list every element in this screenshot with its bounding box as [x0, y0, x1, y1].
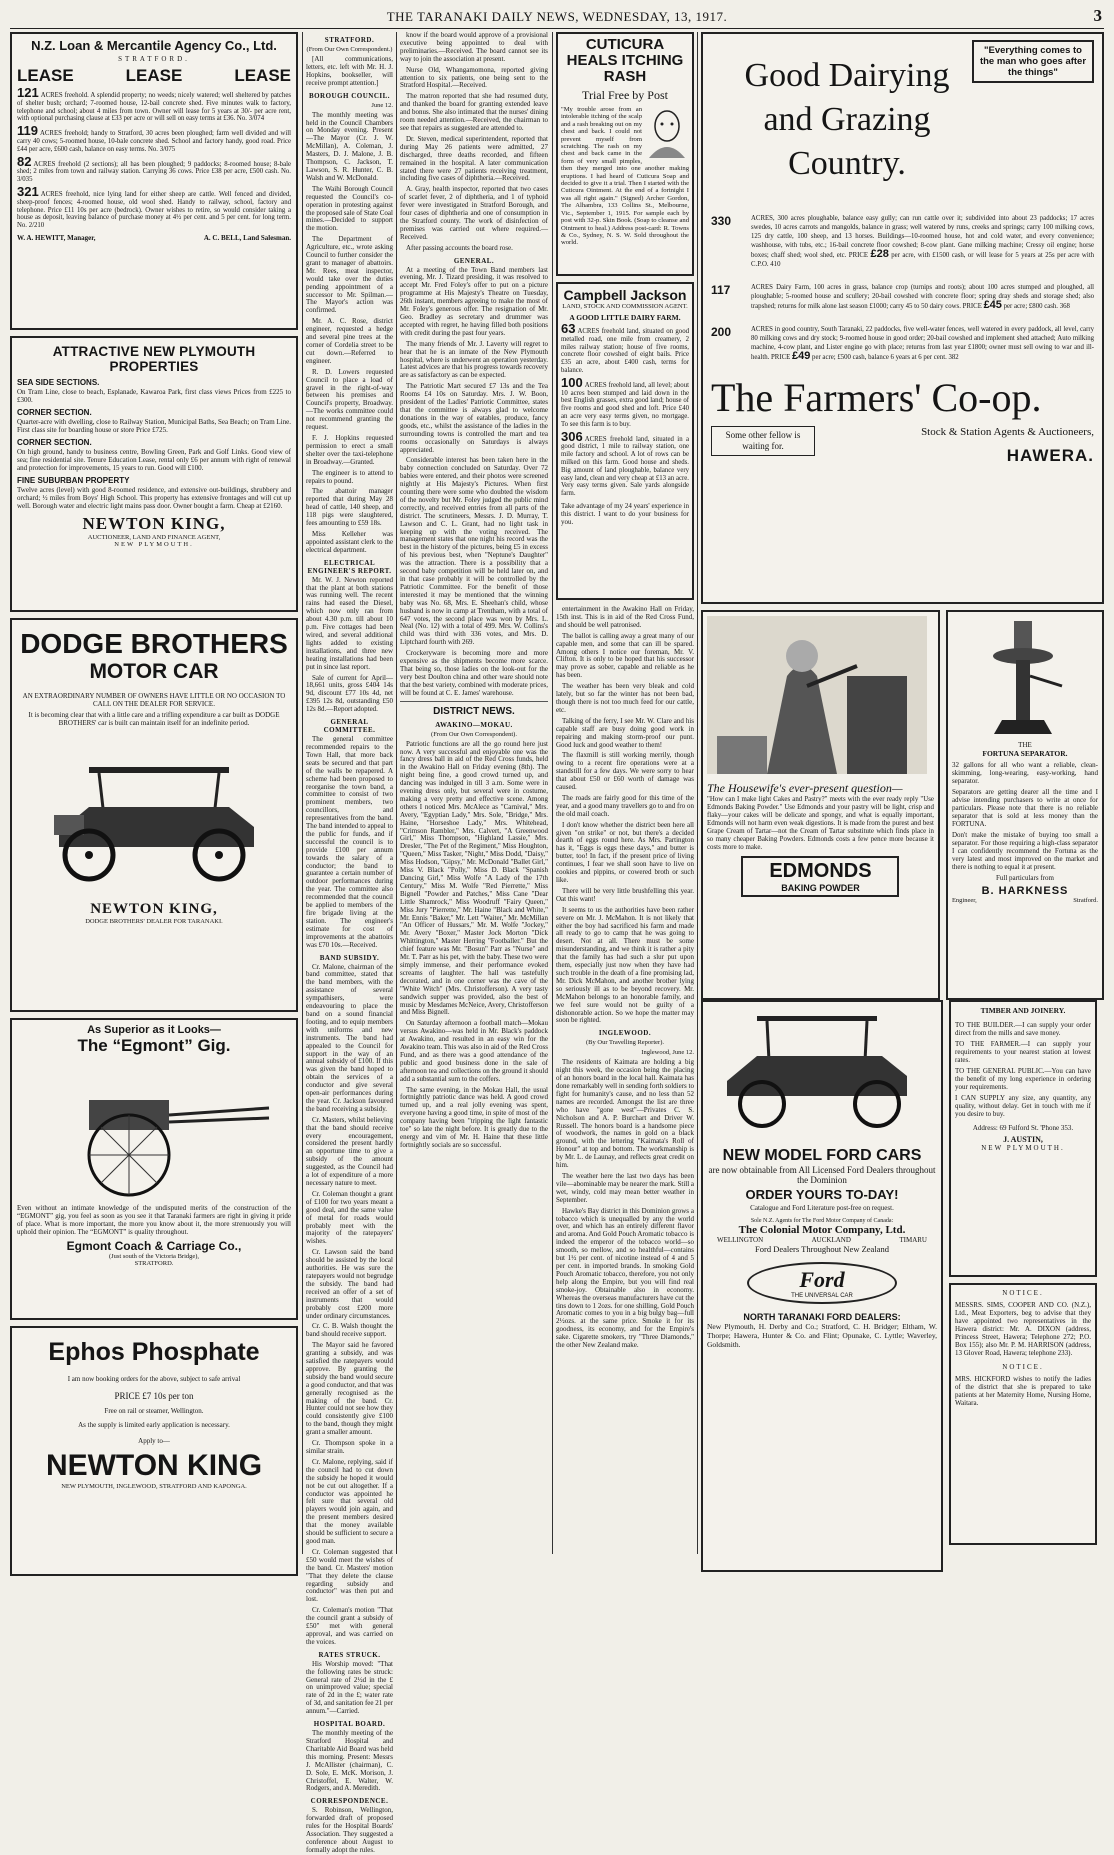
ford-north-heading: NORTH TARANAKI FORD DEALERS: [743, 1312, 901, 1322]
article-paragraph: Crockeryware is becoming more and more expensive as the shipments become more scarce. That being so, those ladies on the look-out for the very best Doulton china and other ware should note that the best variety, combined with moderate prices, will be found at C. E. James' warehouse. [400, 649, 548, 697]
ephos-title: Ephos Phosphate [48, 1338, 260, 1366]
column-4 [556, 32, 694, 1554]
listing: 321 ACRES freehold, nice lying land for either sheep are cattle. Well fenced and divided, sheep-proof fences; 4-roomed house, old wool shed. Handy to railway, school, factory and telephone. Price £11 10s per acre (bedrock). Owner wishes to retire, so would consider taking a house as deposit, leaving balance of purchase money at 4½ per cent. and 5 per cent. for long term. No. 2/210 [17, 183, 291, 230]
correspondence-heading: CORRESPONDENCE. [310, 1797, 389, 1806]
ephos-line1: I am now booking orders for the above, subject to safe arrival [67, 1375, 241, 1383]
masthead [10, 6, 1104, 29]
dairying-quote: "Everything comes to the man who goes after the things" [972, 40, 1094, 83]
listing: 119 ACRES freehold; handy to Stratford, 30 acres been ploughed; farm well divided and will carry 40 cows; 5-roomed house, 10-bale concrete shed. School and factory handy, good road. Price £44 per acre, £600 cash, balance on easy terms. No. 3/075 [17, 123, 291, 153]
divider [400, 701, 548, 702]
dairying-advert [701, 32, 1104, 604]
article-paragraph: Mr. W. J. Newton reported that the plant at both stations was running well. The recent rains had eased the Diesel, which now only ran from about 4.30 p.m. till about 10 p.m. Five cottages had been wired, and several additional lights added to existing installations, and three new heating installations had been put in since last report. [306, 575, 393, 671]
inglewood-date: Inglewood, June 12. [641, 1049, 694, 1057]
article-paragraph: The Waihi Borough Council requested the Council's co-operation in protesting against the proposed sale of State Coal mines.—Decided to support the motion. [306, 184, 393, 233]
article-paragraph: I don't know whether the district been here all given "on strike" or not, but there's a decided dearth of eggs round here. As Mrs. Partington has it, "Eggs is eggs these days," and butter is butter, too! In fact, if the present price of living continues, I fear we shall soon have to live on cookies and pippins, or cowered broth or such like. [556, 820, 694, 884]
article-paragraph: Considerable interest has been taken here in the baby connection concluded on Saturday. Over 72 babies were entered, and their photos were screened nightly at His Majesty's Pictures. When first counting there were some who doubted the wisdom of the novelty but Mr. Foley judged the public mind correctly, and received entries from all parts of the district. The scrutineers, Messrs. J. D. Murray, T. Lawson and C. L. Grant, had no light task in keeping up with the voting received. The management states that one night his record was the best in the history of the pictures, being £5 in excess of his previous best, when "Neptune's Daughter" was the attraction. There is a possibility that a second baby competition will be held later on, and in that case probably it will be controlled by the Patriotic Committee. For the benefit of those interested it may be mentioned that the winning baby was No. 68, Mrs. E. Sheehan's child, whose husband is now in camp at Trentham, with a total of 647 votes, the second place was won by Mrs. L. Neal (No. 12) with a total of 499. Mrs. W. Collins's child was third with 336 votes, and Mrs. D. Liptchard fourth with 269. [400, 456, 548, 647]
article-paragraph: The general committee recommended repairs to the Town Hall, that more back seats be secured and that part of the walls be repapered. A scheme had been proposed to reorganise the town band, a committee to consist of two prominent members, two councillors, and representatives from the band. The band intended to appeal to the public for funds, and if successful the council is to provide £100 per annum towards the salary of a conductor; the band to guarantee a certain number of outdoor performances during the year. The committee also recommended that the council be applied to members of the fire brigade living at the station. The engineer's estimate for cost of improvements at the abattoirs was £70 10s.—Received. [306, 735, 393, 949]
campbell-footer: Take advantage of my 24 years' experience in this district. I want to do your business for you. [561, 501, 689, 526]
mid-adverts [701, 610, 1104, 1000]
article-paragraph: entertainment in the Awakino Hall on Friday, 15th inst. This is in aid of the Red Cross Fund, and should be well patronised. [556, 605, 694, 629]
lease-word: LEASE [125, 66, 183, 85]
article-paragraph: The roads are fairly good for this time of the year, and a good many travellers go to and fro on the old mail coach. [556, 793, 694, 818]
ford-car-illustration [707, 1006, 927, 1136]
timber-item: TO THE GENERAL PUBLIC.—You can have the benefit of my long experience in ordering your requirements. [955, 1067, 1091, 1091]
ephos-note: As the supply is limited early application is necessary. [78, 1421, 230, 1429]
new-plymouth-advert [10, 336, 298, 612]
dodge-title: DODGE BROTHERS [20, 628, 288, 659]
inglewood-from: (By Our Travelling Reporter). [586, 1039, 664, 1047]
ford-north-list: New Plymouth, H. Derby and Co.; Stratford, C. H. Bridger; Eltham, W. Thorpe; Hawera, Hunter & Co. and Flint; Opunake, C. Lyttle; Waverley, Goldsmith. [707, 1322, 937, 1349]
listing: 121 ACRES freehold. A splendid property; no weeds; nicely watered; well sheltered by patches of shelter bush; orchard; 7-roomed house, 12-bail concrete shed. Five minutes walk to factory, telephone and school; about 4 miles from town. Owner will lease for 5 years at 30/- per acre rent, with optional purchasing clause at £33 per acre or will sell on easy terms at £36. No. 3/074 [17, 85, 291, 123]
article-paragraph: The weather here the last two days has been vile—abominable may be nearer the mark. Still a wet, windy, cold may mean better weather in September. [556, 1172, 695, 1204]
article-paragraph: At a meeting of the Town Band members last evening, Mr. J. Tizard presiding, it was resolved to accept Mr. Fred Foley's offer to put on a picture programme at His Majesty's Theatre on Tuesday, 26th instant, members agreeing to make the most of Mr. Foley's generous offer. The resignation of Mr. Geo. Bradley as secretary and drummer was accepted with regret, he having filled both positions with credit during the past four years. [400, 265, 548, 337]
column-right [701, 32, 1104, 1554]
ford-company: The Colonial Motor Company, Ltd. [738, 1224, 906, 1236]
np-agent: NEWTON KING, [82, 514, 226, 533]
fortuna-town: Stratford. [1073, 897, 1098, 904]
notice-body2: MRS. HICKFORD wishes to notify the ladies of the district that she is prepared to take patients at her Maternity Home, Nursing Home, Waitara. [955, 1375, 1091, 1407]
awakino-from: (From Our Own Correspondent). [431, 730, 517, 738]
fortuna-full: Full particulars from [996, 874, 1054, 882]
article-paragraph: Cr. Coleman's motion "That the council grant a subsidy of £50" met with general approval, and was carried on the voices. [306, 1606, 393, 1646]
nzloan-advert [10, 32, 298, 330]
article-paragraph: The ballot is calling away a great many of our capable men, and some that can ill be spared. Among others I notice our foreman, Mr. V. Clifton. It is only to be hoped that his successor may prove as sober, capable and reliable as he has been. [556, 631, 694, 680]
campbell-subtitle: LAND, STOCK AND COMMISSION AGENT. [562, 303, 688, 310]
article-paragraph: Talking of the ferry, I see Mr. W. Clare and his capable staff are busy doing good work in repairing and making storm-proof our punt. Good luck and good weather to them! [556, 716, 694, 749]
ephos-apply: Apply to— [138, 1437, 170, 1445]
article-paragraph: F. J. Hopkins requested permission to erect a small shelter over the taxi-telephone in Broadway.—Granted. [306, 433, 393, 466]
ford-city: WELLINGTON [717, 1236, 764, 1244]
fortuna-advert [946, 610, 1104, 1000]
borough-heading: BOROUGH COUNCIL. [308, 91, 391, 100]
np-section-text: On high ground, handy to business centre, Bowling Green, Park and Golf Links. Good view of sea; fine residential site. Tenure Education Lease, rental only £6 per annum with right of renewal and protection for improvements, 15 years to run. Good will £100. [17, 448, 291, 472]
farmers-town: HAWERA. [1006, 446, 1094, 465]
np-section-heading: CORNER SECTION. [17, 408, 92, 417]
cuticura-title: CUTICURA HEALS ITCHING RASH [566, 36, 684, 85]
ephos-towns: NEW PLYMOUTH, INGLEWOOD, STRATFORD AND KAPONGA. [61, 1483, 247, 1490]
article-paragraph: Cr. Masters, whilst believing that the band should receive every encouragement, considered the present hardly an opportune time to give a subsidy of the amount suggested, as the Council had a lot of expenditure of a more necessary nature to meet. [306, 1115, 393, 1187]
article-paragraph: The same evening, in the Mokau Hall, the usual fortnightly patriotic dance was held. A good crowd turned up, and a real jolly evening was spent, everyone having a good time, in spite of most of the company having been "tripping the light fantastic toe" so late the night before. It is greatly due to the energy and vim of Mr. H. Haine that these little fortnightly socials are so successful. [400, 1085, 548, 1149]
dodge-dealer: NEWTON KING, [90, 901, 218, 917]
article-paragraph: Cr. C. B. Walsh thought the band should receive support. [306, 1322, 393, 1339]
housewife-illustration [707, 616, 927, 774]
campbell-advert [556, 282, 694, 600]
article-paragraph: There will be very little brushfelling this year. Oat this want! [556, 886, 694, 903]
np-agent-town: NEW PLYMOUTH. [114, 541, 194, 548]
dodge-advert [10, 618, 298, 1012]
general-heading: GENERAL. [453, 256, 495, 265]
ephos-free: Free on rail or steamer, Wellington. [104, 1407, 204, 1415]
article-paragraph: It seems to us the authorities have been rather severe on Mr. J. McMahon. It is not likely that either the boy had sacrificed his farm and made all ready to go to camp that he was going to desert. Not at all. There must be some misunderstanding, and we think it is rather a pity that the family has had such a slur put upon them, especially just now when they have had such trouble in the death of a fine promising lad, Mr. Dick McMahon, and another brother lying so seriously ill as to be beyond recovery. Mr. McMahon belongs to an honorable family, and we feel sure would not be guilty of a dishonorable action. So we hope the matter may soon be righted. [556, 905, 694, 1025]
egmont-address: (Just south of the Victoria Bridge), [108, 1253, 200, 1260]
fortuna-body1: 32 gallons for all who want a reliable, clean-skimming, long-wearing, easy-working, hand separator. [951, 761, 1098, 785]
fortuna-title: FORTUNA SEPARATOR. [982, 749, 1068, 758]
general-committee-heading: GENERAL COMMITTEE. [323, 718, 376, 735]
ford-dealers: Ford Dealers Throughout New Zealand [755, 1244, 889, 1254]
page-number: 3 [1093, 6, 1102, 25]
farmers-title: The Farmers' Co-op. [711, 375, 1042, 420]
cuticura-advert [556, 32, 694, 276]
listing: 82 ACRES freehold (2 sections); all has been ploughed; 9 paddocks; 8-roomed house; 8-bale shed; 2 miles from town and railway station. Carrying 36 cows. Price £38 per acre, £500 cash. No. 3/035 [17, 153, 291, 184]
egmont-tagline: As Superior as it Looks— [87, 1024, 221, 1036]
hospital-heading: HOSPITAL BOARD. [313, 1720, 386, 1729]
edmonds-headline: The Housewife's ever-present question— [707, 781, 903, 795]
article-paragraph: The Department of Agriculture, etc., wrote asking Council to further consider the grant to manager of abattoirs. Mr. Rees, meat inspector, would take over the duties pending appointment of a successor to Mr. Spilman.—The Mayor's action was confirmed. [306, 235, 393, 315]
stratford-intro: [All communications, letters, etc. left with Mr. H. J. Hopkins, bookseller, will receive prompt attention.] [306, 55, 393, 87]
egmont-body: Even without an intimate knowledge of the undisputed merits of the construction of the “EGMONT” gig, you feel as soon as you see it that Taranaki farmers are right in giving it pride of place. What is more important, the more you know about it, the more strenuously you will uphold their opinion. The “EGMONT” is quality throughout. [17, 1204, 291, 1236]
article-paragraph: Miss Kelleher was appointed assistant clerk to the electrical department. [306, 529, 393, 554]
np-title: ATTRACTIVE NEW PLYMOUTH PROPERTIES [52, 344, 256, 374]
dodge-line1: AN EXTRAORDINARY NUMBER OF OWNERS HAVE LITTLE OR NO OCCASION TO CALL ON THE DEALER FOR SERVICE. [22, 692, 286, 708]
fortuna-body3: Don't make the mistake of buying too small a separator. For those requiring a high-class separator I can confidently recommend the Fortuna as the very latest and most improved on the market and there is nothing to equal it at present. [951, 831, 1098, 871]
nzloan-town: STRATFORD. [118, 55, 190, 63]
ford-logo: Ford [799, 1267, 845, 1292]
notice-title: NOTICE. [1002, 1289, 1044, 1297]
np-agent-desc: AUCTIONEER, LAND AND FINANCE AGENT, [87, 534, 221, 541]
ford-catalogue: Catalogue and Ford Literature post-free on request. [750, 1204, 894, 1212]
nzloan-signatures: W. A. HEWITT, Manager, A. C. BELL, Land Salesman. [17, 233, 291, 242]
campbell-heading: A GOOD LITTLE DAIRY FARM. [569, 313, 681, 322]
article-paragraph: The flaxmill is still working merrily, though owing to a recent fire operations were at a standstill for a few days. We were sorry to hear that about £50 or £60 worth of damage was caused. [556, 751, 694, 792]
article-paragraph: The residents of Kaimata are holding a big night this week, the occasion being the placing of an honors board in the local hall. Kaimata has done remarkably well in sending forth soldiers to fight for humanity's cause, and no less than 52 names are recorded. Amongst the list are three who have "gone west"—Privates C. S. Nicholson and A. P. Burchart and Driver W. Russell. The honors board is a handsome piece of woodwork, the names in gold on a black ground, with the lettering "Kaimata's Roll of Honour" at top and bottom. The workmanship is by Mr. L. de Launay, and reflects great credit on him. [556, 1058, 694, 1170]
article-paragraph: A. Gray, health inspector, reported that two cases of scarlet fever, 2 of diphtheria, and 1 of typhoid fever were investigated in Stratford Borough, and four cases of diphtheria and one of consumption in the Stratford county. The work of disinfection of premises was carried out where required.—Received. [400, 185, 548, 241]
egmont-advert [10, 1018, 298, 1320]
article-paragraph: Sale of current for April—18,661 units, gross £404 14s 9d, discount £77 10s 4d, net £395 12s 8d, outstanding £50 12s 8d.—Report adopted. [306, 673, 393, 714]
np-section-heading: CORNER SECTION. [17, 438, 92, 447]
article-paragraph: Cr. Coleman thought a grant of £100 for two years meant a good deal, and the same value of metal for roads would probably meet with the majority of the ratepayers' wishes. [306, 1189, 393, 1246]
article-paragraph: On Saturday afternoon a football match—Mokau versus Awakino—was held in Mr. Black's paddock at Awakino, and resulted in an easy win for the Awakino team. This was also in aid of the Red Cross Fund, and as there was a good attendance of the public and good business done in the sale of afternoon tea and collections on the ground it should add a substantial sum to the coffers. [400, 1019, 548, 1083]
article-paragraph: Patriotic functions are all the go round here just now. A very successful and enjoyable one was the fancy dress ball in aid of the Red Cross funds, held in the Awakino Hall on Friday evening (8th). The night being fine, a good crowd turned up, and dancing was indulged in till 3 a.m. Some were in evening dress only, but several were in costume, making a very pretty and effective scene. Among others I noticed Mrs. McAlece as "Carnival," Mrs. Avery, "Egyptian Lady," Mrs. Sole, "Bridge," Mrs. Haine, "Horseshoe Lady," Mrs. Whitehead, "Crimson Rambler," Mrs. Calvert, "A Greenwood Girl," Miss Thompson, "Highland Lassie," Mrs. Dresler, "The Pet of the Regiment," Miss Houghton, "Queen," Miss Tasker, "Night," Miss Dodd, "Daisy," Miss Hodson, "Gipsy," Mr. McDonald "Ballet Girl," Miss V. Black "Polly," Miss D. Black "Spanish Dancing Girl," Miss Wolfe "A Lady of the 17th Century," Miss M. Wolfe "Red Pierrette," Miss Bignell "Powder and Patches," Miss Cane "Dear Little Shamrock," Miss Woodruff "Fairy Queen," Miss Jury "Pierrette," Mr. Haine "Black and White," Mr. Ennis "Baker," Mr. Lett "Waiter," Mr. McMillan "An Officer of Hussars," Mr. M. Wolfe "Jockey," Mr. Avery "Boxer," Master Jock Morton "Dick Whittington," Master Herring "Footballer." But the chief feature was Mr. "Bosun" Parr as "Nurse" and Mr. T. Parr as his pet, with the baby. These two were simply immense, and their performance evoked screams of laughter. The hall was tastefully decorated, and in one corner was the cave of the "White Witch" (Mrs. Christofferson). A very tasty sandwich supper was provided, also the best of music by Mesdames McNeice, Avery, Christofferson and Miss Bignell. [400, 739, 549, 1017]
ford-agents: Sole N.Z. Agents for The Ford Motor Company of Canada: [750, 1218, 894, 1224]
timber-title: TIMBER AND JOINERY. [980, 1006, 1066, 1015]
article-paragraph: Cr. Malone, chairman of the band committee, stated that the band members, with the assistance of several sympathisers, were endeavouring to place the band on a sound financial footing, and to equip members with uniforms and new instruments. The band had appealed to the Council for support in the way of an annual subsidy of £100. If this was given the band hoped to obtain the services of a conductor and give several open-air performances during the year. Cr. Jackson favoured the band receiving a subsidy. [306, 962, 393, 1113]
fortuna-body2: Separators are getting dearer all the time and I advise intending purchasers to write at once for particulars. Please note that there is no reliable separator that is sold at less money than the FORTUNA. [951, 788, 1098, 828]
column-rule [552, 32, 553, 1554]
lease-row [17, 66, 291, 86]
article-paragraph: The engineer is to attend to repairs to pound. [306, 468, 393, 485]
article-paragraph: Cr. Thompson spoke in a similar strain. [306, 1439, 393, 1455]
timber-advert [949, 1000, 1097, 1277]
article-paragraph: The matron reported that she had resumed duty, and thanked the board for granting extended leave and bonus. She also intimated that the nurses' dining room needed attention.—Received, the chairman to see that repairs as suggested are attended to. [400, 92, 548, 132]
nzloan-title: N.Z. Loan & Mercantile Agency Co., Ltd. [31, 38, 277, 53]
article-paragraph: R. D. Lowers requested Council to place a load of gravel in the right-of-way between his premises and Council's property, Broadway.—The works committee could not recommend granting the request. [306, 367, 393, 432]
ford-logo-sub: THE UNIVERSAL CAR [791, 1293, 853, 1299]
edmonds-body: "How can I make light Cakes and Pastry?" meets with the ever ready reply "Use Edmonds Baking Powder." Use Edmonds and your pastry will be light, crisp and flaky—your cakes will be delicate and spongy, and what is equally important, Edmonds will not harm even weak digestions. It is made from the purest and best Grape Cream of Tartar—not the Cream of Tartar substitute which finds place in so many cheaper Baking Powders. Edmonds costs a few pence more because it costs more to make. [707, 796, 934, 851]
campbell-title: Campbell Jackson [563, 287, 687, 303]
edmonds-brand2: BAKING POWDER [781, 883, 860, 893]
article-paragraph: know if the board would approve of a provisional executive being appointed to deal with preliminaries.—Received. The board cannot see its way to join the association at present. [400, 31, 548, 63]
ephos-price: PRICE £7 10s per ton [114, 1391, 194, 1401]
awakino-heading: AWAKINO—MOKAU. [435, 720, 513, 729]
stratford-from: (From Our Own Correspondent.) [306, 46, 393, 53]
article-paragraph: Cr. Malone, replying, said if the council had to cut down the subsidy he hoped it would not be cut out altogether. If a conductor was appointed he felt sure that several old players would join again, and the present members desired that the money available should be sufficient to secure a good man. [306, 1457, 393, 1545]
fortuna-the: THE [1018, 741, 1032, 749]
article-paragraph: The weather has been very bleak and cold lately, but so far the winter has not been bad, though there is not too much feed for our cattle, etc. [556, 682, 694, 714]
column-rule [697, 32, 698, 1554]
egmont-company: Egmont Coach & Carriage Co., [66, 1239, 242, 1253]
inglewood-heading: INGLEWOOD. [598, 1029, 652, 1038]
gig-illustration [29, 1060, 279, 1200]
ford-city: AUCKLAND [811, 1236, 851, 1244]
dodge-car-illustration [29, 737, 279, 887]
dodge-dealer-desc: DODGE BROTHERS' DEALER FOR TARANAKI. [85, 918, 223, 925]
article-paragraph: Nurse Old, Whangamomona, reported giving attention to six patients, one being sent to the Stratford Hospital.—Received. [400, 65, 548, 90]
article-paragraph: The many friends of Mr. J. Laverty will regret to hear that he is an inmate of the New Plymouth hospital, where is underwent an operation yesterday. Latest advices are that his progress towards recovery are as satisfactory as can be expected. [400, 339, 548, 380]
ford-line1: are now obtainable from All Licensed Ford Dealers throughout the Dominion [708, 1165, 936, 1185]
elec-heading: ELECTRICAL ENGINEER'S REPORT. [307, 558, 392, 575]
edmonds-brand: EDMONDS [769, 860, 872, 882]
article-paragraph: Hawke's Bay district in this Dominion grows a tobacco which is unequalled by any the world over, and which has an entirely different flavor and aroma. And Gold Pouch Aromatic tobacco is indeed the emperor of the tobacco world—so smooth, so mellow, and so healthful—contains but 1½ per cent. of nicotine instead of 4 and 5 per cent. in imported brands. In smoking Gold Pouch Aromatic tobacco, therefore, you not only help along the Empire, but you will find real smoke-joy. Obtainable also in economy. Whereas the overseas manufacturers have cut the tins down to 1 2ozs. for one shilling, Gold Pouch Aromatic comes to you in a big bulgy bag—full 2½ozs. at the same price. Smoke it for its goodness, its economy, and for the Empire's sake. Cigarette smokers, try "Three Diamonds," the other New Zealand make. [556, 1206, 694, 1350]
fortuna-role: Engineer, [951, 897, 977, 904]
dodge-line2: It is becoming clear that with a little care and a trifling expenditure a car built as DODGE BROTHERS' car is built can maintain itself for an indefinite period. [28, 711, 280, 727]
dodge-subtitle: MOTOR CAR [89, 660, 219, 683]
article-paragraph: The monthly meeting of the Stratford Hospital and Charitable Aid Board was held this morning. Present: Messrs J. McAllister (chairman), C. D. Sole, E. McK. Morison, J. Christoffel, E. Walter, W. Rodgers, and A. Meredith. [306, 1729, 393, 1793]
timber-town: NEW PLYMOUTH. [981, 1144, 1065, 1152]
timber-name: J. AUSTIN, [1003, 1135, 1043, 1144]
egmont-title: The “Egmont” Gig. [77, 1036, 231, 1055]
np-section-heading: FINE SUBURBAN PROPERTY [17, 476, 130, 485]
waiting-box: Some other fellow is waiting for. [711, 426, 815, 456]
band-heading: BAND SUBSIDY. [319, 953, 380, 962]
stratford-heading: STRATFORD. [324, 36, 375, 44]
timber-item: TO THE FARMER.—I can supply your requirements to your nearest station at lowest rates. [955, 1040, 1091, 1064]
timber-address: Address: 69 Fulford St. 'Phone 353. [972, 1124, 1074, 1132]
ephos-advert [10, 1326, 298, 1576]
portrait-illustration [645, 106, 689, 158]
article-paragraph: The monthly meeting was held in the Council Chambers on Monday evening. Present—The Mayor (Cr. J. W. McMillan), A. Coleman, J. Masters, D. J. Malone, J. B. Thompson, C. Jackson, T. Lawson, S. R. Hunter, C. B. Walsh and W. McDonald. [306, 110, 393, 182]
column-2 [306, 32, 393, 1854]
article-paragraph: Cr. Coleman suggested that £50 would meet the wishes of the band. Cr. Masters' motion "That they delete the clause regarding subsidy and conductor" was then put and lost. [306, 1547, 393, 1604]
dairying-title: Good Dairying and Grazing Country. [744, 57, 950, 182]
column-rule [396, 32, 397, 1554]
ford-title: NEW MODEL FORD CARS [722, 1147, 922, 1164]
stratford-date: June 12. [371, 101, 393, 109]
timber-item: TO THE BUILDER.—I can supply your order direct from the mills and save money. [955, 1021, 1091, 1037]
cuticura-trial: Trial Free by Post [582, 88, 668, 102]
fortuna-name: B. HARKNESS [981, 885, 1069, 897]
listing: 63 ACRES freehold land, situated on good metalled road, one mile from creamery, 2 miles railway station; house of five rooms, concrete floor cowshed of eight bails. Price £35 an acre, about £400 cash, terms for balance. [561, 321, 689, 374]
column-rule [302, 32, 303, 1554]
article-paragraph: The abattoir manager reported that during May 28 head of cattle, 140 sheep, and 118 pigs were slaughtered, fees amounting to £59 18s. [306, 487, 393, 528]
np-section-text: Twelve acres (level) with good 8-roomed residence, and extensive out-buildings, shrubbery and orchard; ½ miles from Boys' High School. This property has extensive frontages and will cut up well. Borough water and electric light mains pass door. Owner bought a farm. Cheap at £2160. [17, 486, 291, 510]
article-paragraph: Mr. A. C. Rose, district engineer, requested a hedge and several pine trees at the corner of Cordelia street to be cut down.—Referred to engineer. [306, 317, 393, 365]
cuticura-body: "My trouble arose from an intolerable itching of the scalp and a rash breaking out on my chest and back. I could not prevent myself from scratching. The rash on my chest and back came in the form of very small pimples, then they merged into one another making eruptions. I had heard of Cuticura Soap and decided to give it a trial. Then I started with the Cuticura Ointment. At the end of a fortnight I was all right again." (Signed) Archer Gordon, The Alhambra, 133 Collins St., Melbourne, Vic., September 1, 1915. For sample each by post with 32-p. Skin Book. (Soap to cleanse and Ointment to heal.) Address post-card: R. Towns & Co., Sydney, N. S. W. Sold throughout the world. [561, 106, 689, 247]
article-paragraph: His Worship moved: "That the following rates be struck: General rate of 2½d in the £ on unimproved value; special rate of 2d in the £; water rate of 3d, and sanitation fee 21 per annum."—Carried. [306, 1659, 393, 1716]
listing: 306 ACRES freehold land, situated in a good district, 1 mile to railway station, one mile factory and school. A lot of rows can be milked on this farm. Good house and sheds. Big amount of land ploughable, balance very easy land, clean and very cheap at £13 an acre. Very easy terms given. Sale yards alongside farm. [561, 428, 689, 498]
ford-advert [701, 1000, 943, 1572]
article-paragraph: Dr. Steven, medical superintendent, reported that during May 26 patients were admitted, 27 discharged, three deaths recorded, and fifteen remained in the hospital. A later communication stated there were 27 patients receiving treatment, including five cases of diphtheria.—Received. [400, 134, 548, 183]
np-section-text: On Tram Line, close to beach, Esplanade, Kawaroa Park, first class views Prices from £225 to £300. [17, 388, 291, 404]
ford-city: TIMARU [899, 1236, 927, 1244]
notice-title2: NOTICE. [1002, 1363, 1044, 1371]
egmont-town: STRATFORD. [134, 1260, 174, 1267]
separator-illustration [952, 616, 1092, 736]
listing: 100 ACRES freehold land, all level; about 10 acres been stumped and laid down in the best English grasses, extra good land; house of five rooms and good shed and loft. Price £40 an acre very easy terms given, no mortgage. To see this farm is to buy. [561, 374, 689, 428]
ford-order: ORDER YOURS TO-DAY! [745, 1187, 899, 1202]
edmonds-advert [701, 610, 940, 1000]
newspaper-title: THE TARANAKI DAILY NEWS, WEDNESDAY, 13, 1917. [386, 9, 728, 24]
bottom-adverts [701, 1000, 1104, 1578]
timber-item: I CAN SUPPLY any size, any quantity, any quality, without delay. Get in touch with me if you desire to buy. [955, 1094, 1091, 1118]
dairying-listing: 330 ACRES, 300 acres ploughable, balance easy gully; can run cattle over it; subdivided into about 23 paddocks; 17 acres swedes, 10 acres carrots and mangolds, balance in grass; well watered by runs, creeks and springs; carry 100 milking cows, 125 dry cattle, 100 sheep, and 13 horses. Buildings—10-roomed house, hot and cold water, and every convenience; washhouse, with tubs, etc.; 16-bail concrete floor cowshed; 8-cow plant. Gane milking machine; Cressy oil engine; horse boxes; chaff shed; wool shed, etc. PRICE £28 per acre, with £1500 cash, or will lease for 5 years at 25s per acre with C.P.O. 410 [711, 214, 1094, 268]
article-paragraph: The Patriotic Mart secured £7 13s and the Tea Rooms £4 10s on Saturday. Mrs. J. W. Boon, president of the Ladies' Patriotic Committee, states that the committee is always glad to welcome donations in the way of eatables, produce, fancy goods, etc., whilst the assistance of the ladies in the surrounding towns is controlled the mart and tea rooms occasionally on Saturdays is always appreciated. [400, 382, 548, 454]
column-3 [400, 32, 548, 1554]
np-section-text: Quarter-acre with dwelling, close to Railway Station, Municipal Baths, Sea Beach; on Tram Line. First class site for boarding house or store Price £725. [17, 418, 291, 434]
dairying-listing: 117 ACRES Dairy Farm, 100 acres in grass, balance crop (turnips and roots); about 100 acres stumped and ploughed, all ploughable; 5-roomed house and scullery; 20-bail cowshed with concrete floor; spring dray sheds and storage shed; also trapshed; returns for milk alone last season £1000; carry 45 to 50 dairy cows. PRICE £45 per acre; £800 cash. 368 [711, 283, 1094, 311]
rates-heading: RATES STRUCK. [318, 1650, 381, 1659]
column-1 [10, 32, 298, 1554]
article-paragraph: Cr. Lawson said the band should be assisted by the local authorities. He was sure the ratepayers would not begrudge the subsidy. The band had received an offer of a set of instruments that would probably cost £200 more under ordinary circumstances. [306, 1248, 393, 1320]
notice-body: MESSRS. SIMS, COOPER AND CO. (N.Z.), Ltd., Meat Exporters, beg to advise that they have appointed two representatives in the Hawera district: Mr. A. DIXON (address, Princess Street, Hawera; Telephone 272; P.O. Box 155); also Mr. P. M. HARRISON (address, 13 Glover Road, Hawera; telephone 233). [955, 1301, 1091, 1357]
lease-word: LEASE [17, 66, 74, 85]
article-paragraph: The Mayor said he favored granting a subsidy, and was satisfied the ratepayers would approve. By granting the subsidy the band would secure a good conductor, and that was generally recognised as the making of the band. Cr. Hunter could not see how they could consistently give £100 to the band, though they might grant a smaller amount. [306, 1341, 393, 1437]
article-paragraph: S. Robinson, Wellington, forwarded draft of proposed rules for the Hospital Boards' Association. They suggested a conference about August to formally adopt the rules. [306, 1806, 393, 1854]
ephos-name: NEWTON KING [45, 1449, 263, 1482]
right-notices [949, 1000, 1097, 1578]
district-news-heading: DISTRICT NEWS. [433, 705, 515, 717]
dairying-listing: 200 ACRES in good country, South Taranaki, 22 paddocks, five well-water fences, well watered in every paddock, all level, carry 80 milking cows and dry stock; 9-roomed house in good order; 20-bail cowshed and implement shed attached; Auto milking machine, 4-cow plant, and Lister engine go with place; returns from last year £1800; owner must sell owing to war and ill-health. PRICE £49 per acre; £500 cash, balance 6 years at 6 per cent. 382 [711, 325, 1094, 362]
notice-advert [949, 1283, 1097, 1545]
np-section-heading: SEA SIDE SECTIONS. [17, 378, 100, 387]
farmers-subtitle: Stock & Station Agents & Auctioneers, [921, 426, 1094, 438]
article-paragraph: After passing accounts the board rose. [406, 243, 513, 252]
lease-word: LEASE [234, 66, 291, 85]
